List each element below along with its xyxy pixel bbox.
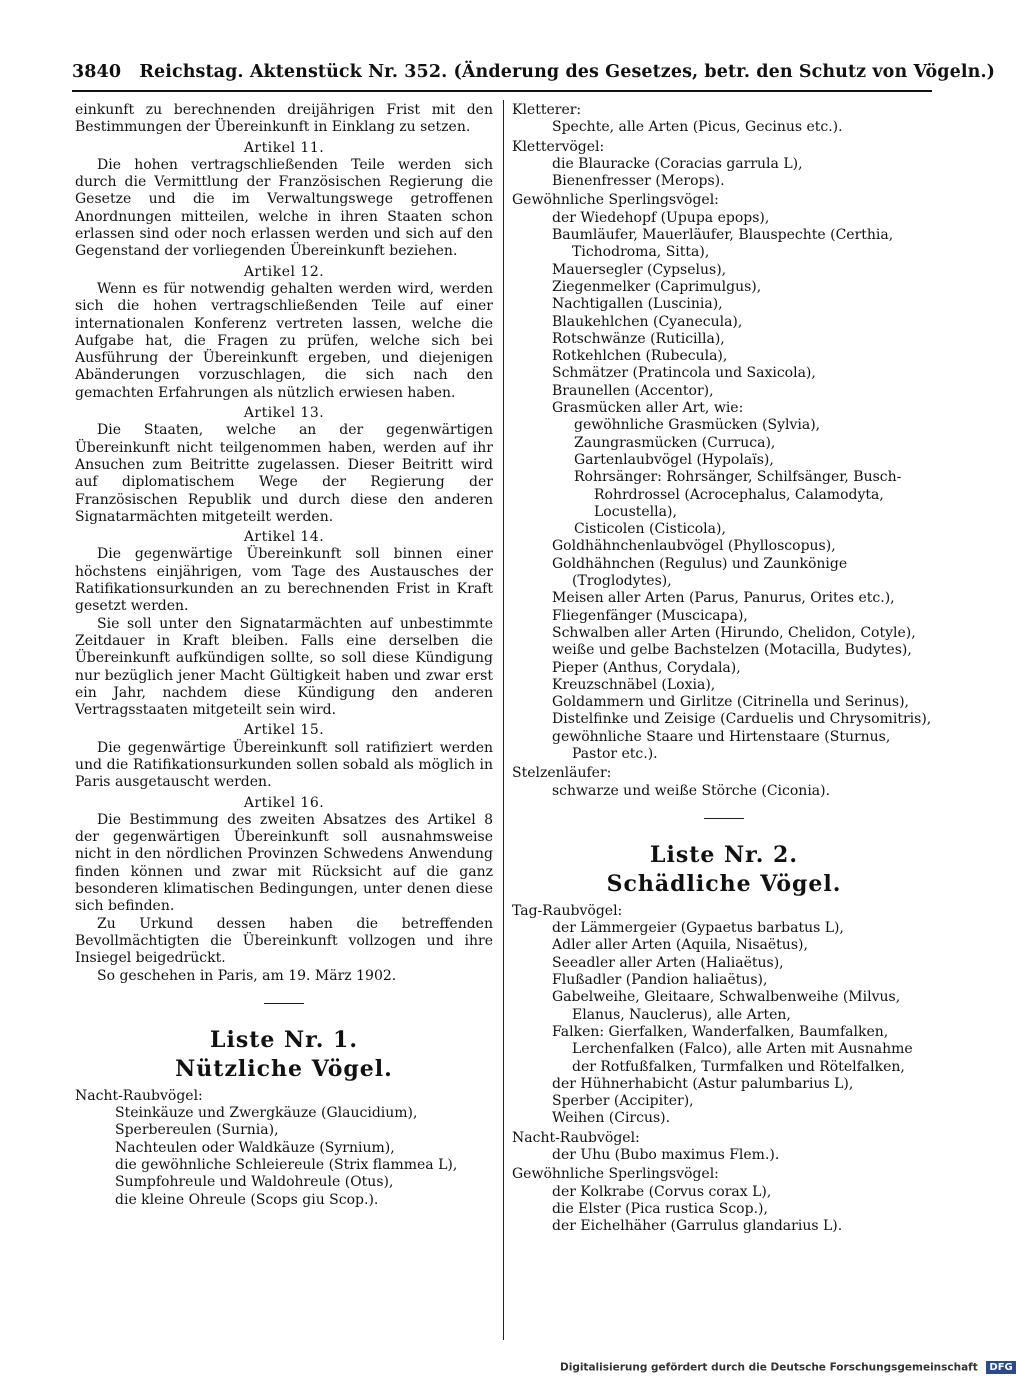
list-item: gewöhnliche Grasmücken (Sylvia),: [574, 417, 821, 434]
list-item: Baumläufer, Mauerläufer, Blauspechte (Certhia, Tichodroma, Sitta),: [552, 227, 894, 261]
list-item: Meisen aller Arten (Parus, Panurus, Orites etc.),: [552, 590, 895, 607]
list-item: Ziegenmelker (Caprimulgus),: [552, 278, 762, 295]
list-item: die Elster (Pica rustica Scop.),: [552, 1200, 768, 1217]
paragraph: Die gegenwärtige Übereinkunft soll ratifiziert werden und die Ratifikationsurkunden sollen sobald als möglich in Paris ausgetauscht werden.: [75, 739, 493, 791]
group-heading: Nacht-Raubvögel:: [512, 1129, 640, 1146]
list-item: Falken: Gierfalken, Wanderfalken, Baumfalken, Lerchenfalken (Falco), alle Arten mit Ausnahme der Rotfußfalken, Turmfalken und Rötelfalken,: [552, 1023, 913, 1075]
list-item: der Uhu (Bubo maximus Flem.).: [552, 1147, 780, 1164]
list-subtitle: Nützliche Vögel.: [175, 1055, 393, 1082]
list-item: Distelfinke und Zeisige (Carduelis und Chrysomitris),: [552, 711, 932, 728]
list-item: Blaukehlchen (Cyanecula),: [552, 313, 743, 330]
paragraph: Wenn es für notwendig gehalten werden wird, werden sich die hohen vertragschließenden Teile auf einer internationalen Konferenz vertreten lassen, welche die Aufgabe hat, die Fragen zu prüfen, welche sich bei Ausführung der Übereinkunft ergeben, und diejenigen Abänderungen vorzuschlagen, die sich nach den gemachten Erfahrungen als nützlich erwiesen haben.: [75, 280, 493, 401]
list-item: Seeadler aller Arten (Haliaëtus),: [552, 954, 784, 971]
article-heading: Artikel 15.: [243, 722, 325, 739]
list-item: Weihen (Circus).: [552, 1110, 671, 1127]
paragraph: Sie soll unter den Signatarmächten auf unbestimmte Zeitdauer in Kraft bleiben. Falls eine derselben die Übereinkunft aufkündigen sollte, so soll diese Kündigung nur bezüglich jener Macht Gültigkeit haben und zwar erst ein Jahr, nachdem diese Kündigung den anderen Vertragsstaaten mitgeteilt sein wird.: [75, 615, 493, 719]
page-header: [72, 62, 996, 82]
group-heading: Nacht-Raubvögel:: [75, 1087, 203, 1104]
list-item: Goldhähnchen (Regulus) und Zaunkönige (Troglodytes),: [552, 555, 848, 590]
paragraph: Zu Urkund dessen haben die betreffenden Bevollmächtigten die Übereinkunft vollzogen und ihre Insiegel beigedrückt.: [75, 915, 493, 967]
list-item: der Lämmergeier (Gypaetus barbatus L),: [552, 920, 844, 937]
group-heading: Gewöhnliche Sperlingsvögel:: [512, 1166, 719, 1183]
paragraph: einkunft zu berechnenden dreijährigen Frist mit den Bestimmungen der Übereinkunft in Einklang zu setzen.: [75, 102, 493, 136]
list-item: Sperber (Accipiter),: [552, 1093, 694, 1110]
list-item: Sumpfohreule und Waldohreule (Otus),: [115, 1174, 394, 1191]
article-heading: Artikel 12.: [243, 263, 325, 280]
paragraph: Die gegenwärtige Übereinkunft soll binnen einer höchstens einjährigen, vom Tage des Austausches der Ratifikationsurkunden an zu berechnenden Frist in Kraft gesetzt werden.: [75, 546, 493, 615]
list-item: Adler aller Arten (Aquila, Nisaëtus),: [552, 937, 808, 954]
article-heading: Artikel 11.: [243, 139, 325, 156]
digitization-credit: [560, 1361, 1013, 1377]
article-heading: Artikel 16.: [243, 794, 325, 811]
list-item: gewöhnliche Staare und Hirtenstaare (Sturnus, Pastor etc.).: [552, 728, 891, 762]
paragraph: So geschehen in Paris, am 19. März 1902.: [97, 967, 397, 984]
list-title: Liste Nr. 1.: [210, 1026, 358, 1053]
list-item: Nachteulen oder Waldkäuze (Syrnium),: [115, 1139, 395, 1156]
list-item: Sperbereulen (Surnia),: [115, 1122, 279, 1139]
group-heading: Tag-Raubvögel:: [512, 902, 623, 919]
list-item: schwarze und weiße Störche (Ciconia).: [552, 782, 831, 799]
list-item: Gartenlaubvögel (Hypolaïs),: [574, 451, 774, 468]
list-item: Goldammern und Girlitze (Citrinella und Serinus),: [552, 694, 910, 711]
list-item: Rotkehlchen (Rubecula),: [552, 348, 728, 365]
group-heading: Kletterer:: [512, 102, 582, 118]
list-item: Pieper (Anthus, Corydala),: [552, 659, 741, 676]
article-heading: Artikel 13.: [243, 405, 325, 422]
list-item: die Blauracke (Coracias garrula L),: [552, 155, 803, 172]
column-divider: [503, 100, 504, 1340]
list-item: Rotschwänze (Ruticilla),: [552, 330, 725, 347]
list-item: Zaungrasmücken (Curruca),: [574, 434, 776, 451]
section-rule: [704, 818, 744, 819]
list-item: Fliegenfänger (Muscicapa),: [552, 607, 748, 624]
list-item: der Wiedehopf (Upupa epops),: [552, 209, 770, 226]
header-rule: [72, 90, 932, 92]
list-item: Cisticolen (Cisticola),: [574, 521, 726, 538]
list-title: Liste Nr. 2.: [650, 841, 798, 868]
list-item: Steinkäuze und Zwergkäuze (Glaucidium),: [115, 1105, 418, 1122]
list-item: Schmätzer (Pratincola und Saxicola),: [552, 365, 816, 382]
list-item: Gabelweihe, Gleitaare, Schwalbenweihe (Milvus, Elanus, Nauclerus), alle Arten,: [552, 989, 901, 1023]
list-item: die kleine Ohreule (Scops giu Scop.).: [115, 1191, 379, 1208]
list-item: Kreuzschnäbel (Loxia),: [552, 676, 716, 693]
list-item: der Eichelhäher (Garrulus glandarius L).: [552, 1218, 843, 1235]
article-heading: Artikel 14.: [243, 529, 325, 546]
group-heading: Klettervögel:: [512, 138, 605, 155]
list-item: Mauersegler (Cypselus),: [552, 261, 727, 278]
list-item: Nachtigallen (Luscinia),: [552, 296, 723, 313]
group-heading: Stelzenläufer:: [512, 765, 612, 782]
right-column: [512, 102, 936, 1236]
section-rule: [264, 1003, 304, 1004]
list-item: die gewöhnliche Schleiereule (Strix flammea L),: [115, 1157, 458, 1174]
list-item: der Kolkrabe (Corvus corax L),: [552, 1183, 772, 1200]
list-item: Rohrsänger: Rohrsänger, Schilfsänger, Busch-Rohrdrossel (Acrocephalus, Calamodyta, Locustella),: [574, 469, 902, 520]
group-heading: Gewöhnliche Sperlingsvögel:: [512, 192, 719, 209]
list-item: weiße und gelbe Bachstelzen (Motacilla, Budytes),: [552, 642, 912, 659]
list-item: Goldhähnchenlaubvögel (Phylloscopus),: [552, 538, 836, 555]
list-item: Schwalben aller Arten (Hirundo, Chelidon, Cotyle),: [552, 624, 916, 641]
paragraph: Die hohen vertragschließenden Teile werden sich durch die Vermittlung der Französischen Regierung die Gesetze und die im Verwaltungswege getroffenen Anordnungen mitteilen, welche in ihren Staaten schon erlassen sind oder noch erlassen werden und sich auf den Gegenstand der vorliegenden Übereinkunft beziehen.: [75, 156, 493, 260]
left-column: [75, 102, 493, 1209]
list-subtitle: Schädliche Vögel.: [606, 870, 842, 897]
list-item: der Hühnerhabicht (Astur palumbarius L),: [552, 1075, 854, 1092]
paragraph: Die Bestimmung des zweiten Absatzes des Artikel 8 der gegenwärtigen Übereinkunft soll ausnahmsweise nicht in den nördlichen Provinzen Schwedens Anwendung finden können und zwar mit Rücksicht auf die ganz besonderen klimatischen Bedingungen, unter denen diese sich befinden.: [75, 811, 493, 915]
paragraph: Die Staaten, welche an der gegenwärtigen Übereinkunft nicht teilgenommen haben, werden auf ihr Ansuchen zum Beitritte zugelassen. Dieser Beitritt wird auf diplomatischem Wege der Regierung der Französischen Republik und durch diese den anderen Signatarmächten mitgeteilt werden.: [75, 422, 493, 525]
list-item: Grasmücken aller Art, wie:: [552, 400, 744, 417]
list-item: Bienenfresser (Merops).: [552, 173, 725, 190]
running-title: Reichstag. Aktenstück Nr. 352. (Änderung des Gesetzes, betr. den Schutz von Vögeln.): [139, 62, 996, 82]
page-number: 3840: [72, 62, 122, 82]
dfg-logo: DFG: [986, 1361, 1015, 1374]
list-item: Flußadler (Pandion haliaëtus),: [552, 972, 768, 989]
list-item: Spechte, alle Arten (Picus, Gecinus etc.).: [552, 119, 843, 136]
credit-text: Digitalisierung gefördert durch die Deutsche Forschungsgemeinschaft: [560, 1361, 978, 1374]
list-item: Braunellen (Accentor),: [552, 382, 714, 399]
